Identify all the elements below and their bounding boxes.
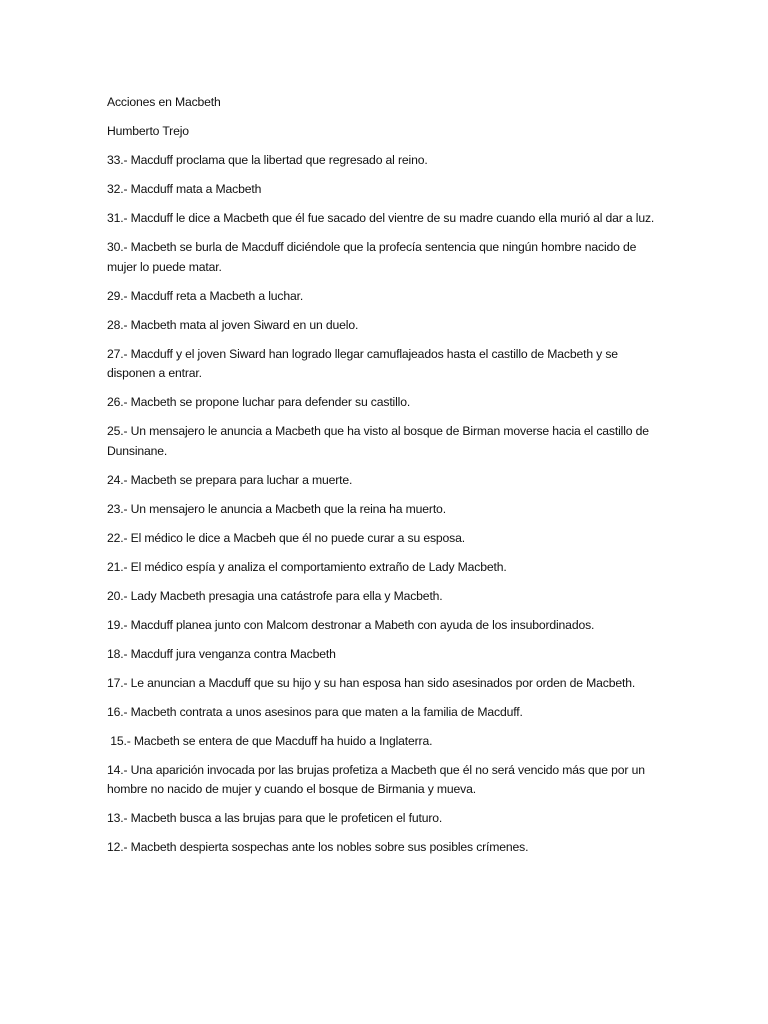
document-title: Acciones en Macbeth <box>107 95 221 109</box>
action-item-32: 32.- Macduff mata a Macbeth <box>107 182 262 196</box>
action-item-22: 22.- El médico le dice a Macbeh que él no puede curar a su esposa. <box>107 530 465 545</box>
action-item-31: 31.- Macduff le dice a Macbeth que él fue sacado del vientre de su madre cuando ella murió al dar a luz. <box>107 211 655 225</box>
action-item-26: 26.- Macbeth se propone luchar para defender su castillo. <box>107 395 411 409</box>
action-item-19: 19.- Macduff planea junto con Malcom destronar a Mabeth con ayuda de los insubordinados. <box>107 617 595 632</box>
action-item-21: 21.- El médico espía y analiza el comportamiento extraño de Lady Macbeth. <box>107 559 507 574</box>
action-item-14: 14.- Una aparición invocada por las brujas profetiza a Macbeth que él no será vencido más que por un hombre no nacido de mujer y cuando el bosque de Birmania y mueva. <box>107 762 645 796</box>
action-item-17: 17.- Le anuncian a Macduff que su hijo y su han esposa han sido asesinados por orden de Macbeth. <box>107 675 636 690</box>
action-item-30: 30.- Macbeth se burla de Macduff diciéndole que la profecía sentencia que ningún hombre nacido de mujer lo puede matar. <box>107 240 637 274</box>
document-body <box>107 93 667 867</box>
action-item-25: 25.- Un mensajero le anuncia a Macbeth que ha visto al bosque de Birman moverse hacia el castillo de Dunsinane. <box>107 424 649 458</box>
action-item-28: 28.- Macbeth mata al joven Siward en un duelo. <box>107 317 359 332</box>
action-item-13: 13.- Macbeth busca a las brujas para que le profeticen el futuro. <box>107 811 443 825</box>
action-item-23: 23.- Un mensajero le anuncia a Macbeth que la reina ha muerto. <box>107 501 446 516</box>
action-item-16: 16.- Macbeth contrata a unos asesinos para que maten a la familia de Macduff. <box>107 704 523 719</box>
action-item-15: 15.- Macbeth se entera de que Macduff ha huido a Inglaterra. <box>107 733 433 748</box>
action-item-12: 12.- Macbeth despierta sospechas ante los nobles sobre sus posibles crímenes. <box>107 840 529 854</box>
action-item-24: 24.- Macbeth se prepara para luchar a muerte. <box>107 472 353 487</box>
action-item-20: 20.- Lady Macbeth presagia una catástrofe para ella y Macbeth. <box>107 588 443 603</box>
action-item-29: 29.- Macduff reta a Macbeth a luchar. <box>107 288 304 303</box>
action-item-27: 27.- Macduff y el joven Siward han logrado llegar camuflajeados hasta el castillo de Macbeth y se disponen a entrar. <box>107 346 618 380</box>
action-item-33: 33.- Macduff proclama que la libertad que regresado al reino. <box>107 153 428 167</box>
document-author: Humberto Trejo <box>107 124 189 138</box>
action-item-18: 18.- Macduff jura venganza contra Macbeth <box>107 646 336 661</box>
